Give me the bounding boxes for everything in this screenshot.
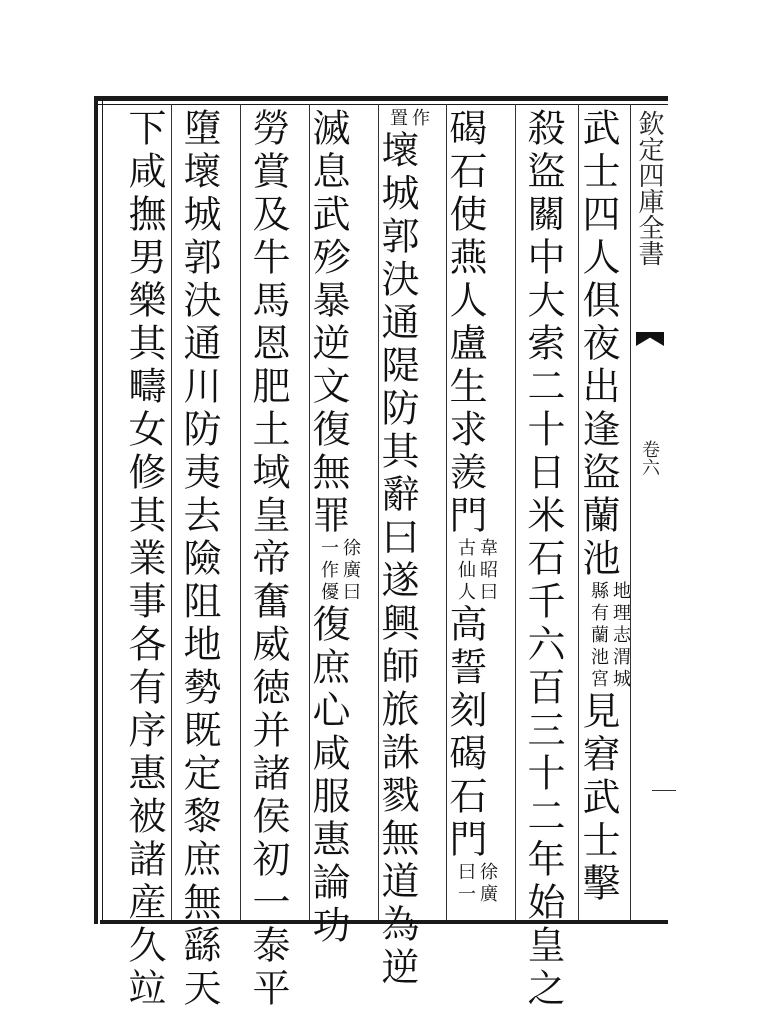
text-column bbox=[306, 108, 361, 948]
page-margin-strip bbox=[630, 100, 668, 920]
main-text: 武士四人俱夜出逢盜蘭池 bbox=[576, 108, 620, 581]
annotation-note bbox=[386, 108, 430, 130]
annotation-line: 徐廣 bbox=[477, 862, 498, 906]
annotation-line: 古仙人 bbox=[455, 538, 476, 604]
annotation-note bbox=[587, 581, 631, 691]
annotation-line: 地理志渭城 bbox=[610, 581, 631, 691]
annotation-note bbox=[454, 538, 498, 604]
column-rule bbox=[515, 104, 516, 920]
text-column bbox=[443, 108, 498, 918]
annotation-note bbox=[454, 862, 498, 906]
main-text: 壞城郭決通隄防其辭曰遂興師旅誅戮無道為逆 bbox=[375, 130, 419, 990]
frame-left-inner-border bbox=[102, 100, 103, 920]
main-text: 高誓刻碣石門 bbox=[443, 604, 487, 862]
margin-tick bbox=[652, 790, 676, 791]
main-text: 見窘武士擊 bbox=[576, 691, 620, 906]
annotation-line: 作 bbox=[409, 108, 430, 130]
main-text: 殺盜關中大索二十日米石千六百三十二年始皇之 bbox=[521, 108, 565, 1011]
text-column bbox=[576, 108, 631, 918]
annotation-note bbox=[317, 538, 361, 604]
column-rule bbox=[171, 104, 172, 920]
annotation-line: 韋昭曰 bbox=[477, 538, 498, 604]
book-title: 欽定四庫全書 bbox=[634, 110, 664, 266]
volume-label: 卷六 bbox=[639, 440, 660, 476]
frame-top-border bbox=[94, 96, 668, 101]
annotation-line: 徐廣曰 bbox=[340, 538, 361, 604]
column-rule bbox=[240, 104, 241, 920]
annotation-line: 曰一 bbox=[455, 862, 476, 906]
frame-left-border bbox=[94, 96, 98, 924]
main-text: 墮壞城郭決通川防夷去險阻地勢既定黎庶無繇天 bbox=[177, 108, 221, 1011]
text-column bbox=[120, 108, 168, 1011]
frame-top-inner-border bbox=[94, 104, 668, 105]
main-text: 滅息武殄暴逆文復無罪 bbox=[306, 108, 350, 538]
annotation-line: 一作優 bbox=[318, 538, 339, 604]
main-text: 復庶心咸服惠論功 bbox=[306, 604, 350, 948]
main-text: 下咸撫男樂其疇女修其業事各有序惠被諸産久竝 bbox=[122, 108, 166, 1011]
main-text: 勞賞及牛馬恩肥土域皇帝奮威徳并諸侯初一泰平 bbox=[246, 108, 290, 1011]
main-text: 碣石使燕人盧生求羨門 bbox=[443, 108, 487, 538]
text-column bbox=[244, 108, 292, 1011]
text-column bbox=[175, 108, 223, 1011]
text-column bbox=[519, 108, 567, 1011]
annotation-line: 置 bbox=[387, 108, 408, 130]
annotation-line: 縣有蘭池宮 bbox=[588, 581, 609, 691]
text-column bbox=[375, 108, 430, 990]
